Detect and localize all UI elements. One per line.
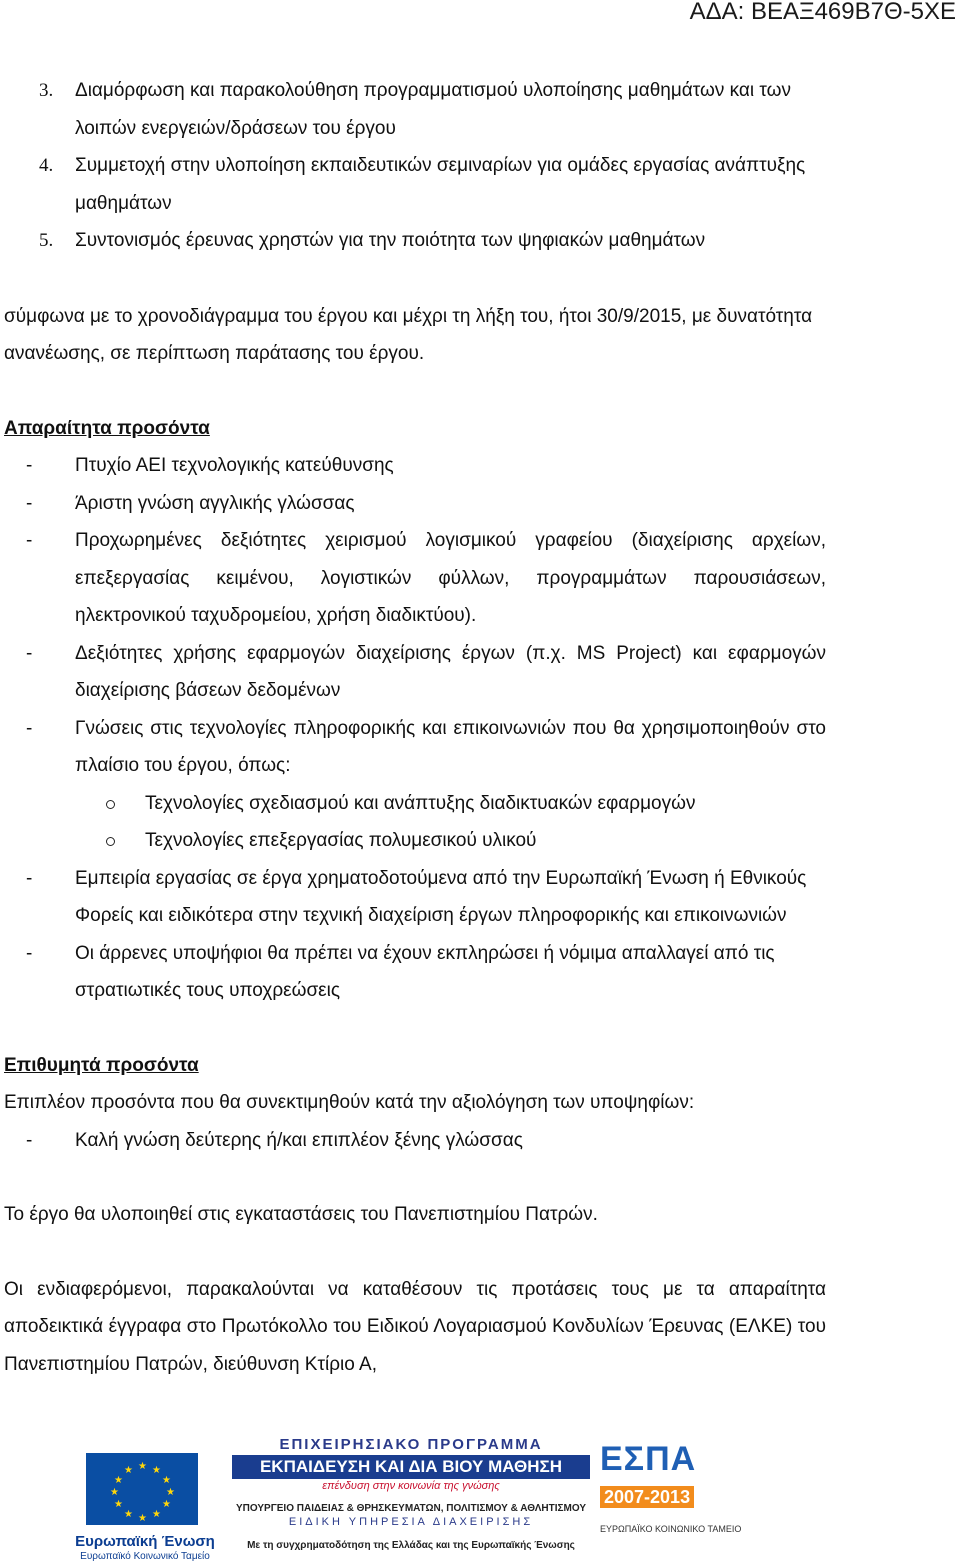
list-item-text: Συμμετοχή στην υλοποίηση εκπαιδευτικών σεμιναρίων για ομάδες εργασίας ανάπτυξης μαθημάτων bbox=[75, 155, 806, 214]
service-name: ΕΙΔΙΚΗ ΥΠΗΡΕΣΙΑ ΔΙΑΧΕΙΡΙΣΗΣ bbox=[288, 1516, 534, 1528]
list-item bbox=[4, 72, 826, 147]
footer-logos bbox=[0, 1425, 960, 1567]
list-item bbox=[4, 222, 826, 260]
dash-bullet: - bbox=[26, 642, 33, 664]
sub-list bbox=[4, 785, 826, 860]
espa-years: 2007-2013 bbox=[600, 1486, 694, 1508]
espa-title: ΕΣΠΑ bbox=[600, 1440, 697, 1478]
program-band: ΕΚΠΑΙΔΕΥΣΗ ΚΑΙ ΔΙΑ ΒΙΟΥ ΜΑΘΗΣΗ bbox=[232, 1455, 590, 1479]
list-item bbox=[4, 522, 826, 635]
sub-list-item bbox=[4, 785, 826, 823]
list-item-text: Καλή γνώση δεύτερης ή/και επιπλέον ξένης γλώσσας bbox=[75, 1129, 523, 1151]
list-item bbox=[4, 485, 826, 523]
dash-bullet: - bbox=[26, 455, 33, 476]
timeline-paragraph: σύμφωνα με το χρονοδιάγραμμα του έργου και μέχρι τη λήξη του, ήτοι 30/9/2015, με δυνατότητα ανανέωσης, σε περίπτωση παράτασης του έργου. bbox=[4, 305, 813, 364]
list-item-text: Πτυχίο ΑΕΙ τεχνολογικής κατεύθυνσης bbox=[75, 455, 394, 476]
list-item bbox=[4, 710, 826, 785]
list-number: 5. bbox=[39, 230, 54, 251]
sub-list-item-text: Τεχνολογίες επεξεργασίας πολυμεσικού υλικού bbox=[145, 830, 537, 851]
list-item-text: Άριστη γνώση αγγλικής γλώσσας bbox=[75, 492, 355, 514]
submission-paragraph: Οι ενδιαφερόμενοι, παρακαλούνται να καταθέσουν τις προτάσεις τους με τα απαραίτητα αποδεικτικά έγγραφα στο Πρωτόκολλο του Ειδικού Λογαριασμού Κονδυλίων Έρευνας (ΕΛΚΕ) του Πανεπιστημίου Πατρών, διεύθυνση Κτίριο Α, bbox=[4, 1278, 826, 1375]
desired-heading: Επιθυμητά προσόντα bbox=[4, 1054, 199, 1076]
circle-bullet-icon bbox=[106, 800, 115, 809]
dash-bullet: - bbox=[26, 867, 33, 889]
list-item bbox=[4, 860, 826, 935]
eu-logo bbox=[70, 1453, 220, 1563]
task-list bbox=[4, 72, 826, 260]
eu-title: Ευρωπαϊκή Ένωση bbox=[75, 1533, 215, 1550]
cofunding-note: Με τη συγχρηματοδότηση της Ελλάδας και της Ευρωπαϊκής Ένωσης bbox=[247, 1540, 575, 1551]
program-logo bbox=[232, 1435, 590, 1530]
list-item-text: Γνώσεις στις τεχνολογίες πληροφορικής και επικοινωνιών που θα χρησιμοποιηθούν στο πλαίσιο του έργου, όπως: bbox=[75, 717, 826, 776]
circle-bullet-icon bbox=[106, 837, 115, 846]
list-item bbox=[4, 147, 826, 222]
list-item-text: Οι άρρενες υποψήφιοι θα πρέπει να έχουν εκπληρώσει ή νόμιμα απαλλαγεί από τις στρατιωτικές τους υποχρεώσεις bbox=[75, 942, 775, 1001]
espa-logo bbox=[600, 1439, 750, 1535]
dash-bullet: - bbox=[26, 942, 33, 964]
eu-subtitle: Ευρωπαϊκό Κοινωνικό Ταμείο bbox=[80, 1551, 210, 1562]
ministry-name: ΥΠΟΥΡΓΕΙΟ ΠΑΙΔΕΙΑΣ & ΘΡΗΣΚΕΥΜΑΤΩΝ, ΠΟΛΙΤΙΣΜΟΥ & ΑΘΛΗΤΙΣΜΟΥ bbox=[236, 1503, 586, 1514]
sub-list-item-text: Τεχνολογίες σχεδιασμού και ανάπτυξης διαδικτυακών εφαρμογών bbox=[145, 792, 696, 814]
list-item bbox=[4, 1122, 826, 1160]
program-slogan: επένδυση στην κοινωνία της γνώσης bbox=[322, 1480, 500, 1492]
sub-list-item bbox=[4, 822, 826, 860]
list-item-text: Προχωρημένες δεξιότητες χειρισμού λογισμικού γραφείου (διαχείρισης αρχείων, επεξεργασίας κειμένου, λογιστικών φύλλων, προγραμμάτων παρουσιάσεων, ηλεκτρονικού ταχυδρομείου, χρήση διαδικτύου). bbox=[75, 530, 826, 626]
dash-bullet: - bbox=[26, 1129, 33, 1151]
list-item bbox=[4, 635, 826, 710]
dash-bullet: - bbox=[26, 492, 33, 514]
espa-subtitle: ΕΥΡΩΠΑΪΚΟ ΚΟΙΝΩΝΙΚΟ ΤΑΜΕΙΟ bbox=[600, 1523, 742, 1534]
list-item-text: Εμπειρία εργασίας σε έργα χρηματοδοτούμενα από την Ευρωπαϊκή Ένωση ή Εθνικούς Φορείς και ειδικότερα στην τεχνική διαχείριση έργων πληροφορικής και επικοινωνιών bbox=[75, 867, 807, 926]
list-item-text: Διαμόρφωση και παρακολούθηση προγραμματισμού υλοποίησης μαθημάτων και των λοιπών ενεργειών/δράσεων του έργου bbox=[75, 80, 791, 139]
ada-code: ΑΔΑ: ΒΕΑΞ469Β7Θ-5ΧΕ bbox=[689, 0, 956, 25]
required-heading: Απαραίτητα προσόντα bbox=[4, 417, 210, 439]
list-number: 4. bbox=[39, 155, 54, 176]
list-number: 3. bbox=[39, 80, 54, 101]
program-title: ΕΠΙΧΕΙΡΗΣΙΑΚΟ ΠΡΟΓΡΑΜΜΑ bbox=[279, 1436, 543, 1453]
list-item-text: Συντονισμός έρευνας χρηστών για την ποιότητα των ψηφιακών μαθημάτων bbox=[75, 230, 706, 251]
location-paragraph: Το έργο θα υλοποιηθεί στις εγκαταστάσεις του Πανεπιστημίου Πατρών. bbox=[4, 1204, 598, 1225]
dash-bullet: - bbox=[26, 717, 33, 739]
list-item bbox=[4, 447, 826, 485]
required-list-continued bbox=[4, 860, 826, 1010]
desired-list bbox=[4, 1122, 826, 1160]
dash-bullet: - bbox=[26, 530, 33, 551]
desired-intro: Επιπλέον προσόντα που θα συνεκτιμηθούν κατά την αξιολόγηση των υποψηφίων: bbox=[4, 1092, 695, 1113]
list-item bbox=[4, 935, 826, 1010]
document-body bbox=[4, 72, 826, 1383]
required-list bbox=[4, 447, 826, 785]
eu-flag-icon: ★ ★ ★ ★ ★ ★ ★ ★ ★ ★ ★ ★ bbox=[86, 1453, 198, 1525]
list-item-text: Δεξιότητες χρήσης εφαρμογών διαχείρισης έργων (π.χ. MS Project) και εφαρμογών διαχείρισης βάσεων δεδομένων bbox=[75, 642, 826, 701]
